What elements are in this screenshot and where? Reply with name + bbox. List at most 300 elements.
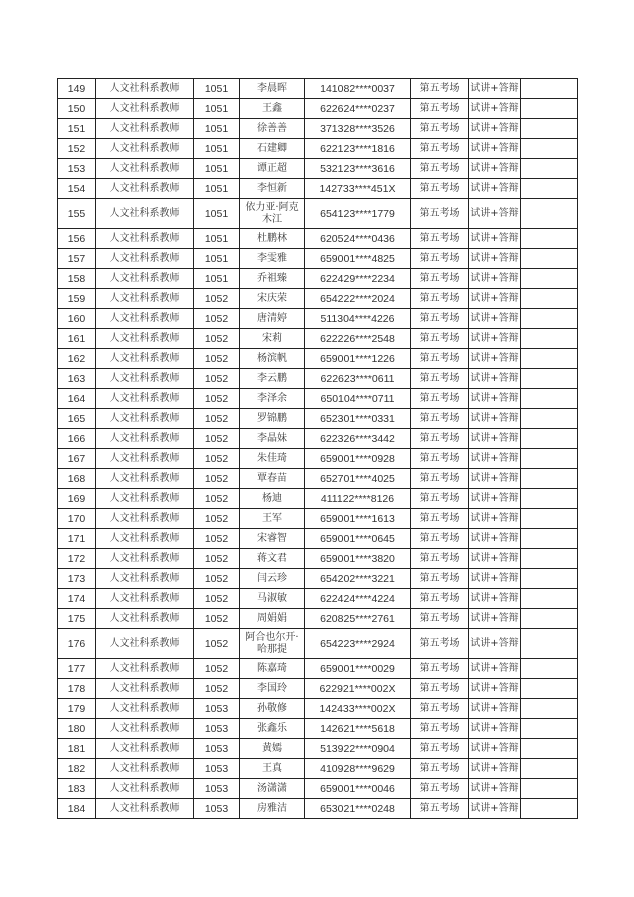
department: 人文社科系教师 bbox=[96, 739, 194, 759]
table-row bbox=[58, 269, 578, 289]
id-number: 371328****3526 bbox=[305, 119, 411, 139]
candidate-name: 李晨晖 bbox=[240, 79, 305, 99]
exam-room: 第五考场 bbox=[411, 679, 469, 699]
exam-type: 试讲+答辩 bbox=[469, 159, 521, 179]
empty-cell bbox=[521, 719, 578, 739]
exam-type: 试讲+答辩 bbox=[469, 569, 521, 589]
candidate-name: 李泽余 bbox=[240, 389, 305, 409]
table-row bbox=[58, 739, 578, 759]
exam-type: 试讲+答辩 bbox=[469, 139, 521, 159]
exam-room: 第五考场 bbox=[411, 249, 469, 269]
empty-cell bbox=[521, 799, 578, 819]
empty-cell bbox=[521, 159, 578, 179]
row-number: 153 bbox=[58, 159, 96, 179]
table-row bbox=[58, 349, 578, 369]
id-number: 142433****002X bbox=[305, 699, 411, 719]
table-row bbox=[58, 759, 578, 779]
candidate-name: 石建卿 bbox=[240, 139, 305, 159]
id-number: 659001****1613 bbox=[305, 509, 411, 529]
row-number: 169 bbox=[58, 489, 96, 509]
department: 人文社科系教师 bbox=[96, 489, 194, 509]
empty-cell bbox=[521, 509, 578, 529]
exam-room: 第五考场 bbox=[411, 389, 469, 409]
candidate-name: 朱佳琦 bbox=[240, 449, 305, 469]
exam-room: 第五考场 bbox=[411, 309, 469, 329]
exam-room: 第五考场 bbox=[411, 659, 469, 679]
row-number: 162 bbox=[58, 349, 96, 369]
id-number: 659001****0645 bbox=[305, 529, 411, 549]
row-number: 170 bbox=[58, 509, 96, 529]
position-code: 1051 bbox=[194, 79, 240, 99]
table-row bbox=[58, 119, 578, 139]
id-number: 652301****0331 bbox=[305, 409, 411, 429]
table-row bbox=[58, 309, 578, 329]
empty-cell bbox=[521, 409, 578, 429]
department: 人文社科系教师 bbox=[96, 269, 194, 289]
candidate-name: 李云鹏 bbox=[240, 369, 305, 389]
position-code: 1051 bbox=[194, 249, 240, 269]
empty-cell bbox=[521, 369, 578, 389]
id-number: 659001****0029 bbox=[305, 659, 411, 679]
id-number: 142733****451X bbox=[305, 179, 411, 199]
id-number: 659001****4825 bbox=[305, 249, 411, 269]
exam-type: 试讲+答辩 bbox=[469, 759, 521, 779]
candidate-name: 乔祖臻 bbox=[240, 269, 305, 289]
position-code: 1051 bbox=[194, 119, 240, 139]
position-code: 1052 bbox=[194, 349, 240, 369]
candidate-name: 杜鹏林 bbox=[240, 229, 305, 249]
row-number: 165 bbox=[58, 409, 96, 429]
candidate-name: 李国玲 bbox=[240, 679, 305, 699]
exam-room: 第五考场 bbox=[411, 229, 469, 249]
id-number: 141082****0037 bbox=[305, 79, 411, 99]
empty-cell bbox=[521, 349, 578, 369]
candidate-name: 徐善善 bbox=[240, 119, 305, 139]
exam-type: 试讲+答辩 bbox=[469, 329, 521, 349]
exam-type: 试讲+答辩 bbox=[469, 199, 521, 229]
id-number: 622424****4224 bbox=[305, 589, 411, 609]
exam-room: 第五考场 bbox=[411, 449, 469, 469]
department: 人文社科系教师 bbox=[96, 289, 194, 309]
candidate-name: 覃春苗 bbox=[240, 469, 305, 489]
row-number: 181 bbox=[58, 739, 96, 759]
candidate-name: 陈嘉琦 bbox=[240, 659, 305, 679]
id-number: 511304****4226 bbox=[305, 309, 411, 329]
table-row bbox=[58, 329, 578, 349]
position-code: 1051 bbox=[194, 159, 240, 179]
exam-type: 试讲+答辩 bbox=[469, 409, 521, 429]
exam-type: 试讲+答辩 bbox=[469, 509, 521, 529]
candidate-name: 杨滨帆 bbox=[240, 349, 305, 369]
exam-room: 第五考场 bbox=[411, 79, 469, 99]
position-code: 1052 bbox=[194, 529, 240, 549]
id-number: 653021****0248 bbox=[305, 799, 411, 819]
exam-type: 试讲+答辩 bbox=[469, 529, 521, 549]
candidate-name: 唐清婷 bbox=[240, 309, 305, 329]
table-row bbox=[58, 679, 578, 699]
exam-room: 第五考场 bbox=[411, 199, 469, 229]
position-code: 1052 bbox=[194, 389, 240, 409]
candidate-table bbox=[57, 78, 578, 819]
id-number: 659001****0928 bbox=[305, 449, 411, 469]
table-row bbox=[58, 569, 578, 589]
department: 人文社科系教师 bbox=[96, 329, 194, 349]
empty-cell bbox=[521, 139, 578, 159]
department: 人文社科系教师 bbox=[96, 509, 194, 529]
position-code: 1052 bbox=[194, 629, 240, 659]
exam-room: 第五考场 bbox=[411, 269, 469, 289]
department: 人文社科系教师 bbox=[96, 99, 194, 119]
exam-room: 第五考场 bbox=[411, 549, 469, 569]
department: 人文社科系教师 bbox=[96, 609, 194, 629]
id-number: 659001****3820 bbox=[305, 549, 411, 569]
row-number: 175 bbox=[58, 609, 96, 629]
position-code: 1051 bbox=[194, 179, 240, 199]
exam-type: 试讲+答辩 bbox=[469, 719, 521, 739]
empty-cell bbox=[521, 309, 578, 329]
id-number: 650104****0711 bbox=[305, 389, 411, 409]
department: 人文社科系教师 bbox=[96, 589, 194, 609]
row-number: 161 bbox=[58, 329, 96, 349]
exam-type: 试讲+答辩 bbox=[469, 779, 521, 799]
department: 人文社科系教师 bbox=[96, 449, 194, 469]
exam-type: 试讲+答辩 bbox=[469, 79, 521, 99]
table-row bbox=[58, 509, 578, 529]
empty-cell bbox=[521, 229, 578, 249]
row-number: 168 bbox=[58, 469, 96, 489]
id-number: 620524****0436 bbox=[305, 229, 411, 249]
row-number: 179 bbox=[58, 699, 96, 719]
row-number: 184 bbox=[58, 799, 96, 819]
candidate-name: 黄嫣 bbox=[240, 739, 305, 759]
candidate-name: 马淑敏 bbox=[240, 589, 305, 609]
department: 人文社科系教师 bbox=[96, 349, 194, 369]
table-row bbox=[58, 199, 578, 229]
exam-type: 试讲+答辩 bbox=[469, 349, 521, 369]
position-code: 1052 bbox=[194, 409, 240, 429]
department: 人文社科系教师 bbox=[96, 389, 194, 409]
table-row bbox=[58, 99, 578, 119]
exam-type: 试讲+答辩 bbox=[469, 229, 521, 249]
empty-cell bbox=[521, 699, 578, 719]
exam-type: 试讲+答辩 bbox=[469, 739, 521, 759]
department: 人文社科系教师 bbox=[96, 719, 194, 739]
table-row bbox=[58, 799, 578, 819]
position-code: 1052 bbox=[194, 569, 240, 589]
position-code: 1051 bbox=[194, 139, 240, 159]
candidate-name: 蒋文君 bbox=[240, 549, 305, 569]
department: 人文社科系教师 bbox=[96, 679, 194, 699]
exam-type: 试讲+答辩 bbox=[469, 659, 521, 679]
position-code: 1051 bbox=[194, 199, 240, 229]
table-row bbox=[58, 289, 578, 309]
row-number: 149 bbox=[58, 79, 96, 99]
id-number: 142621****5618 bbox=[305, 719, 411, 739]
empty-cell bbox=[521, 659, 578, 679]
candidate-name: 宋莉 bbox=[240, 329, 305, 349]
id-number: 654123****1779 bbox=[305, 199, 411, 229]
id-number: 622921****002X bbox=[305, 679, 411, 699]
empty-cell bbox=[521, 589, 578, 609]
department: 人文社科系教师 bbox=[96, 759, 194, 779]
id-number: 652701****4025 bbox=[305, 469, 411, 489]
row-number: 150 bbox=[58, 99, 96, 119]
empty-cell bbox=[521, 429, 578, 449]
department: 人文社科系教师 bbox=[96, 799, 194, 819]
exam-room: 第五考场 bbox=[411, 349, 469, 369]
row-number: 171 bbox=[58, 529, 96, 549]
exam-type: 试讲+答辩 bbox=[469, 269, 521, 289]
exam-type: 试讲+答辩 bbox=[469, 699, 521, 719]
exam-room: 第五考场 bbox=[411, 609, 469, 629]
exam-type: 试讲+答辩 bbox=[469, 449, 521, 469]
department: 人文社科系教师 bbox=[96, 779, 194, 799]
exam-type: 试讲+答辩 bbox=[469, 179, 521, 199]
department: 人文社科系教师 bbox=[96, 119, 194, 139]
row-number: 176 bbox=[58, 629, 96, 659]
candidate-name: 李晶妹 bbox=[240, 429, 305, 449]
id-number: 620825****2761 bbox=[305, 609, 411, 629]
candidate-name: 汤潇潇 bbox=[240, 779, 305, 799]
exam-type: 试讲+答辩 bbox=[469, 799, 521, 819]
table-row bbox=[58, 469, 578, 489]
exam-room: 第五考场 bbox=[411, 629, 469, 659]
department: 人文社科系教师 bbox=[96, 529, 194, 549]
table-row bbox=[58, 389, 578, 409]
exam-type: 试讲+答辩 bbox=[469, 609, 521, 629]
row-number: 166 bbox=[58, 429, 96, 449]
row-number: 157 bbox=[58, 249, 96, 269]
position-code: 1053 bbox=[194, 699, 240, 719]
empty-cell bbox=[521, 449, 578, 469]
candidate-name: 谭正超 bbox=[240, 159, 305, 179]
department: 人文社科系教师 bbox=[96, 469, 194, 489]
position-code: 1052 bbox=[194, 589, 240, 609]
table-row bbox=[58, 249, 578, 269]
position-code: 1052 bbox=[194, 329, 240, 349]
department: 人文社科系教师 bbox=[96, 659, 194, 679]
exam-type: 试讲+答辩 bbox=[469, 289, 521, 309]
empty-cell bbox=[521, 269, 578, 289]
candidate-name: 李雯雅 bbox=[240, 249, 305, 269]
exam-type: 试讲+答辩 bbox=[469, 549, 521, 569]
position-code: 1051 bbox=[194, 269, 240, 289]
candidate-name: 阿合也尔开·哈那提 bbox=[240, 629, 305, 659]
table-row bbox=[58, 409, 578, 429]
department: 人文社科系教师 bbox=[96, 159, 194, 179]
table-row bbox=[58, 229, 578, 249]
department: 人文社科系教师 bbox=[96, 199, 194, 229]
exam-type: 试讲+答辩 bbox=[469, 249, 521, 269]
exam-room: 第五考场 bbox=[411, 799, 469, 819]
table-row bbox=[58, 449, 578, 469]
department: 人文社科系教师 bbox=[96, 249, 194, 269]
position-code: 1053 bbox=[194, 799, 240, 819]
empty-cell bbox=[521, 289, 578, 309]
id-number: 513922****0904 bbox=[305, 739, 411, 759]
row-number: 152 bbox=[58, 139, 96, 159]
department: 人文社科系教师 bbox=[96, 79, 194, 99]
id-number: 654202****3221 bbox=[305, 569, 411, 589]
department: 人文社科系教师 bbox=[96, 429, 194, 449]
row-number: 159 bbox=[58, 289, 96, 309]
candidate-name: 杨迪 bbox=[240, 489, 305, 509]
exam-room: 第五考场 bbox=[411, 529, 469, 549]
exam-type: 试讲+答辩 bbox=[469, 119, 521, 139]
row-number: 163 bbox=[58, 369, 96, 389]
empty-cell bbox=[521, 529, 578, 549]
exam-type: 试讲+答辩 bbox=[469, 629, 521, 659]
exam-room: 第五考场 bbox=[411, 99, 469, 119]
row-number: 164 bbox=[58, 389, 96, 409]
exam-room: 第五考场 bbox=[411, 369, 469, 389]
exam-room: 第五考场 bbox=[411, 699, 469, 719]
table-row bbox=[58, 589, 578, 609]
exam-room: 第五考场 bbox=[411, 489, 469, 509]
department: 人文社科系教师 bbox=[96, 139, 194, 159]
exam-room: 第五考场 bbox=[411, 739, 469, 759]
empty-cell bbox=[521, 629, 578, 659]
id-number: 622123****1816 bbox=[305, 139, 411, 159]
table-row bbox=[58, 139, 578, 159]
position-code: 1052 bbox=[194, 469, 240, 489]
row-number: 180 bbox=[58, 719, 96, 739]
id-number: 622326****3442 bbox=[305, 429, 411, 449]
exam-type: 试讲+答辩 bbox=[469, 469, 521, 489]
table-row bbox=[58, 719, 578, 739]
empty-cell bbox=[521, 679, 578, 699]
candidate-name: 王真 bbox=[240, 759, 305, 779]
exam-room: 第五考场 bbox=[411, 179, 469, 199]
empty-cell bbox=[521, 199, 578, 229]
department: 人文社科系教师 bbox=[96, 409, 194, 429]
department: 人文社科系教师 bbox=[96, 629, 194, 659]
position-code: 1052 bbox=[194, 429, 240, 449]
id-number: 654223****2924 bbox=[305, 629, 411, 659]
empty-cell bbox=[521, 759, 578, 779]
empty-cell bbox=[521, 489, 578, 509]
position-code: 1052 bbox=[194, 489, 240, 509]
department: 人文社科系教师 bbox=[96, 549, 194, 569]
candidate-name: 宋庆荣 bbox=[240, 289, 305, 309]
position-code: 1053 bbox=[194, 739, 240, 759]
exam-room: 第五考场 bbox=[411, 779, 469, 799]
candidate-name: 王军 bbox=[240, 509, 305, 529]
id-number: 411122****8126 bbox=[305, 489, 411, 509]
table-row bbox=[58, 369, 578, 389]
id-number: 654222****2024 bbox=[305, 289, 411, 309]
empty-cell bbox=[521, 569, 578, 589]
row-number: 177 bbox=[58, 659, 96, 679]
position-code: 1052 bbox=[194, 549, 240, 569]
exam-room: 第五考场 bbox=[411, 569, 469, 589]
row-number: 172 bbox=[58, 549, 96, 569]
exam-room: 第五考场 bbox=[411, 409, 469, 429]
id-number: 622624****0237 bbox=[305, 99, 411, 119]
row-number: 155 bbox=[58, 199, 96, 229]
table-row bbox=[58, 699, 578, 719]
row-number: 156 bbox=[58, 229, 96, 249]
table-row bbox=[58, 779, 578, 799]
table-row bbox=[58, 79, 578, 99]
id-number: 659001****0046 bbox=[305, 779, 411, 799]
candidate-name: 宋睿智 bbox=[240, 529, 305, 549]
row-number: 167 bbox=[58, 449, 96, 469]
table-row bbox=[58, 529, 578, 549]
candidate-name: 房雅洁 bbox=[240, 799, 305, 819]
position-code: 1052 bbox=[194, 449, 240, 469]
exam-type: 试讲+答辩 bbox=[469, 369, 521, 389]
department: 人文社科系教师 bbox=[96, 229, 194, 249]
empty-cell bbox=[521, 249, 578, 269]
exam-room: 第五考场 bbox=[411, 589, 469, 609]
empty-cell bbox=[521, 549, 578, 569]
id-number: 622623****0611 bbox=[305, 369, 411, 389]
position-code: 1053 bbox=[194, 759, 240, 779]
id-number: 659001****1226 bbox=[305, 349, 411, 369]
position-code: 1053 bbox=[194, 719, 240, 739]
table-row bbox=[58, 159, 578, 179]
exam-type: 试讲+答辩 bbox=[469, 99, 521, 119]
exam-type: 试讲+答辩 bbox=[469, 589, 521, 609]
exam-room: 第五考场 bbox=[411, 759, 469, 779]
department: 人文社科系教师 bbox=[96, 309, 194, 329]
empty-cell bbox=[521, 329, 578, 349]
candidate-name: 闫云珍 bbox=[240, 569, 305, 589]
position-code: 1052 bbox=[194, 679, 240, 699]
candidate-name: 李恒新 bbox=[240, 179, 305, 199]
row-number: 154 bbox=[58, 179, 96, 199]
department: 人文社科系教师 bbox=[96, 179, 194, 199]
candidate-name: 孙敬修 bbox=[240, 699, 305, 719]
row-number: 160 bbox=[58, 309, 96, 329]
exam-room: 第五考场 bbox=[411, 509, 469, 529]
department: 人文社科系教师 bbox=[96, 699, 194, 719]
empty-cell bbox=[521, 779, 578, 799]
exam-type: 试讲+答辩 bbox=[469, 389, 521, 409]
position-code: 1052 bbox=[194, 609, 240, 629]
id-number: 410928****9629 bbox=[305, 759, 411, 779]
empty-cell bbox=[521, 469, 578, 489]
exam-room: 第五考场 bbox=[411, 429, 469, 449]
position-code: 1052 bbox=[194, 509, 240, 529]
table-row bbox=[58, 549, 578, 569]
id-number: 622429****2234 bbox=[305, 269, 411, 289]
empty-cell bbox=[521, 99, 578, 119]
candidate-name: 王鑫 bbox=[240, 99, 305, 119]
empty-cell bbox=[521, 739, 578, 759]
position-code: 1052 bbox=[194, 289, 240, 309]
table-row bbox=[58, 659, 578, 679]
exam-room: 第五考场 bbox=[411, 329, 469, 349]
empty-cell bbox=[521, 119, 578, 139]
exam-room: 第五考场 bbox=[411, 289, 469, 309]
candidate-name: 周娟娟 bbox=[240, 609, 305, 629]
department: 人文社科系教师 bbox=[96, 369, 194, 389]
empty-cell bbox=[521, 179, 578, 199]
empty-cell bbox=[521, 389, 578, 409]
candidate-name: 罗锦鹏 bbox=[240, 409, 305, 429]
position-code: 1052 bbox=[194, 659, 240, 679]
id-number: 622226****2548 bbox=[305, 329, 411, 349]
candidate-name: 张鑫乐 bbox=[240, 719, 305, 739]
position-code: 1051 bbox=[194, 229, 240, 249]
empty-cell bbox=[521, 609, 578, 629]
table-row bbox=[58, 609, 578, 629]
exam-room: 第五考场 bbox=[411, 719, 469, 739]
department: 人文社科系教师 bbox=[96, 569, 194, 589]
exam-room: 第五考场 bbox=[411, 119, 469, 139]
